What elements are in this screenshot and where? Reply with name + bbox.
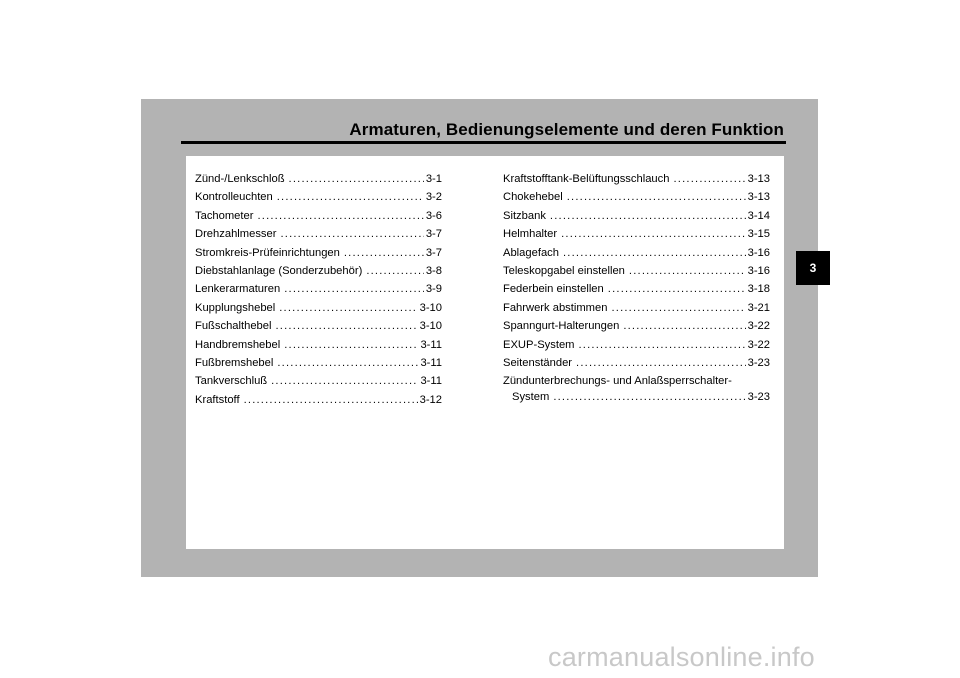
toc-entry[interactable]: Kupplungshebel ..... 3-10	[195, 299, 442, 317]
toc-entry-first-line[interactable]: Zündunterbrechungs- und Anlaßsperrschalter-	[503, 375, 732, 388]
title-rule	[181, 141, 786, 144]
toc-entry[interactable]: EXUP-System ..... 3-22	[503, 336, 770, 354]
toc-entry[interactable]: Drehzahlmesser ..... 3-7	[195, 225, 442, 243]
toc-entry[interactable]: Helmhalter ..... 3-15	[503, 225, 770, 243]
toc-entry[interactable]: Seitenständer ..... 3-23	[503, 354, 770, 372]
toc-entry[interactable]: Zünd-/Lenkschloß ..... 3-1	[195, 170, 442, 188]
chapter-tab: 3	[796, 251, 830, 285]
toc-right-column	[503, 170, 770, 407]
toc-entry[interactable]: Federbein einstellen ..... 3-18	[503, 280, 770, 298]
page-title: Armaturen, Bedienungselemente und deren Funktion	[349, 120, 784, 139]
toc-entry[interactable]: Ablagefach ..... 3-16	[503, 244, 770, 262]
toc-entry[interactable]: Fußbremshebel ..... 3-11	[195, 354, 442, 372]
toc-entry[interactable]: Fahrwerk abstimmen ..... 3-21	[503, 299, 770, 317]
toc-entry[interactable]: Spanngurt-Halterungen ..... 3-22	[503, 317, 770, 335]
toc-entry[interactable]: Chokehebel ..... 3-13	[503, 188, 770, 206]
watermark: carmanualsonline.info	[548, 642, 815, 672]
toc-entry[interactable]: Handbremshebel ..... 3-11	[195, 336, 442, 354]
toc-entry[interactable]: Kontrolleuchten ..... 3-2	[195, 188, 442, 206]
toc-entry[interactable]: Tankverschluß ..... 3-11	[195, 372, 442, 390]
toc-entry[interactable]: Diebstahlanlage (Sonderzubehör) ..... 3-8	[195, 262, 442, 280]
toc-entry[interactable]: Kraftstofftank-Belüftungsschlauch ..... 3-13	[503, 170, 770, 188]
toc-entry[interactable]: System ..... 3-23	[503, 388, 770, 406]
toc-content-box	[186, 156, 784, 549]
toc-entry[interactable]: Sitzbank ..... 3-14	[503, 207, 770, 225]
toc-entry[interactable]: Teleskopgabel einstellen ..... 3-16	[503, 262, 770, 280]
toc-entry[interactable]: Kraftstoff ..... 3-12	[195, 391, 442, 409]
toc-left-column	[195, 170, 442, 409]
toc-entry[interactable]: Tachometer ..... 3-6	[195, 207, 442, 225]
toc-entry[interactable]: Fußschalthebel ..... 3-10	[195, 317, 442, 335]
toc-entry[interactable]: Stromkreis-Prüfeinrichtungen ..... 3-7	[195, 244, 442, 262]
toc-entry[interactable]: Lenkerarmaturen ..... 3-9	[195, 280, 442, 298]
